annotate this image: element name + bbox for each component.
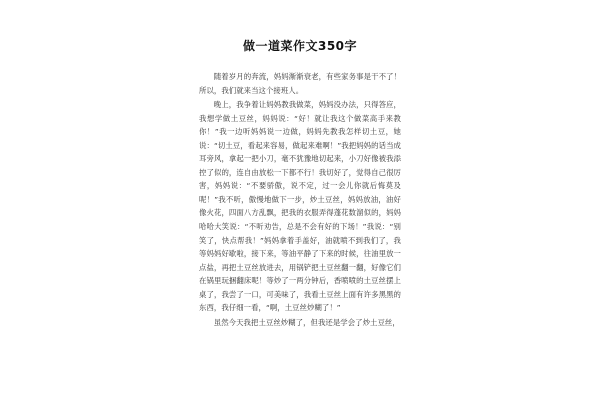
paragraph-2: 晚上，我争着让妈妈教我做菜，妈妈没办法，只得答应，我想学做土豆丝，妈妈说：“好！就让我这个做菜高手来教你！”我一边听妈妈说一边做，妈妈先教我怎样切土豆，她说：“切土豆，看起来容易，做起来难啊！”我把妈妈的话当成耳旁风，拿起一把小刀，毫不犹豫地切起来，小刀好像被我添控了似的，连自由放松一下都不行！我切好了，觉得自己很厉害，妈妈说：“不要骄傲，说不定，过一会儿你就后悔莫及呢！”我不听，傲慢地做下一步，炒土豆丝，妈妈放油，油好像火花，四面八方乱飘，把我的衣服弄得蓬花数溜似的，妈妈哈哈大笑说：“不听劝告，总是不会有好的下场！”我说：“别笑了，快点帮我！”妈妈拿着手盖好，油就喷不到我们了，我等妈妈好歇啦，接下来，等油平静了下来的时候，往油里放一点盐，再把土豆丝放进去，用锅铲把土豆丝翻一翻，好像它们在锅里玩捆翻床呢！等炒了一两分钟后，香喷喷的土豆丝摆上桌了，我尝了一口，可美味了，我看土豆丝上面有许多黑黑的东西，我仔细一看，“啊，土豆丝炒糊了！” <box>199 100 401 313</box>
essay-body <box>199 70 401 329</box>
paragraph-3: 虽然今天我把土豆丝炒糊了，但我还是学会了炒土豆丝， <box>213 317 400 327</box>
paragraph-1: 随着岁月的奔流，妈妈渐渐衰老，有些家务事是干不了！所以，我们就来当这个接班人。 <box>199 72 401 95</box>
page-title: 做一道菜作文350字 <box>242 39 358 53</box>
